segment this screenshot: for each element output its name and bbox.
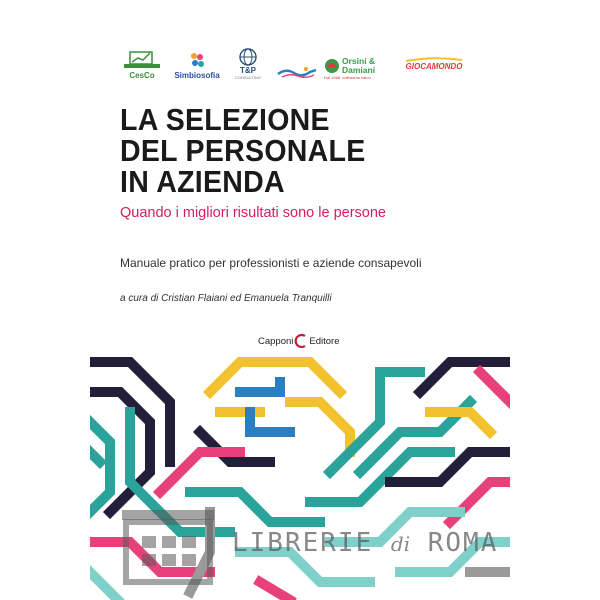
cesco-chart-icon: [122, 48, 162, 72]
maze-stroke-pink-3: [480, 372, 510, 402]
watermark-main: LIBRERIE: [232, 528, 374, 558]
maze-stroke-teal-2: [90, 452, 100, 462]
title-line-2: DEL PERSONALE: [120, 133, 366, 168]
orsini-leaf-icon: [324, 58, 340, 74]
tp-consulting-logo: [230, 38, 266, 80]
watermark-shop-icon: [122, 510, 214, 582]
tp-logo-subtext: CONSULTING: [235, 75, 261, 80]
swimmer-logo: [276, 38, 318, 80]
publisher-name-right: Editore: [309, 335, 340, 347]
watermark-end: ROMA: [427, 528, 499, 558]
title-line-1: LA SELEZIONE: [120, 102, 330, 137]
publisher-name-left: Capponi: [258, 335, 294, 347]
orsini-damiani-text: Orsini & Damiani: [342, 56, 376, 75]
title-line-3: IN AZIENDA: [120, 164, 285, 199]
book-subtitle: Quando i migliori risultati sono le persone: [120, 205, 386, 221]
watermark-text: [232, 528, 498, 558]
swimmer-wave-icon: [276, 64, 318, 80]
maze-stroke-blue-1: [240, 382, 280, 392]
book-title: [120, 104, 366, 197]
book-editors: a cura di Cristian Flaiani ed Emanuela Tranquilli: [120, 293, 332, 304]
tp-logo-text: T&P: [240, 66, 256, 75]
simbiosofia-logo: [172, 38, 222, 80]
giocamondo-logo: [402, 38, 466, 80]
simbiosofia-logo-text: Simbiosofia: [174, 71, 220, 80]
tp-globe-icon: [237, 47, 259, 67]
orsini-damiani-mark: [324, 57, 384, 75]
simbiosofia-mark-icon: [188, 50, 206, 72]
watermark-di: di: [390, 532, 411, 556]
publisher-logo: [258, 333, 340, 349]
publisher-c-mark-icon: [294, 333, 308, 349]
book-description: Manuale pratico per professionisti e aziende consapevoli: [120, 256, 422, 270]
sponsor-logos: [120, 38, 480, 80]
cesco-logo-text: CesCo: [129, 71, 155, 80]
cesco-logo: [120, 38, 164, 80]
orsini-damiani-logo: [324, 38, 392, 80]
orsini-damiani-tagline: Dal 1968, coltiviamo valori.: [324, 75, 372, 80]
maze-stroke-yellow-2: [290, 402, 350, 452]
giocamondo-logo-text: GIOCAMONDO: [405, 62, 463, 71]
